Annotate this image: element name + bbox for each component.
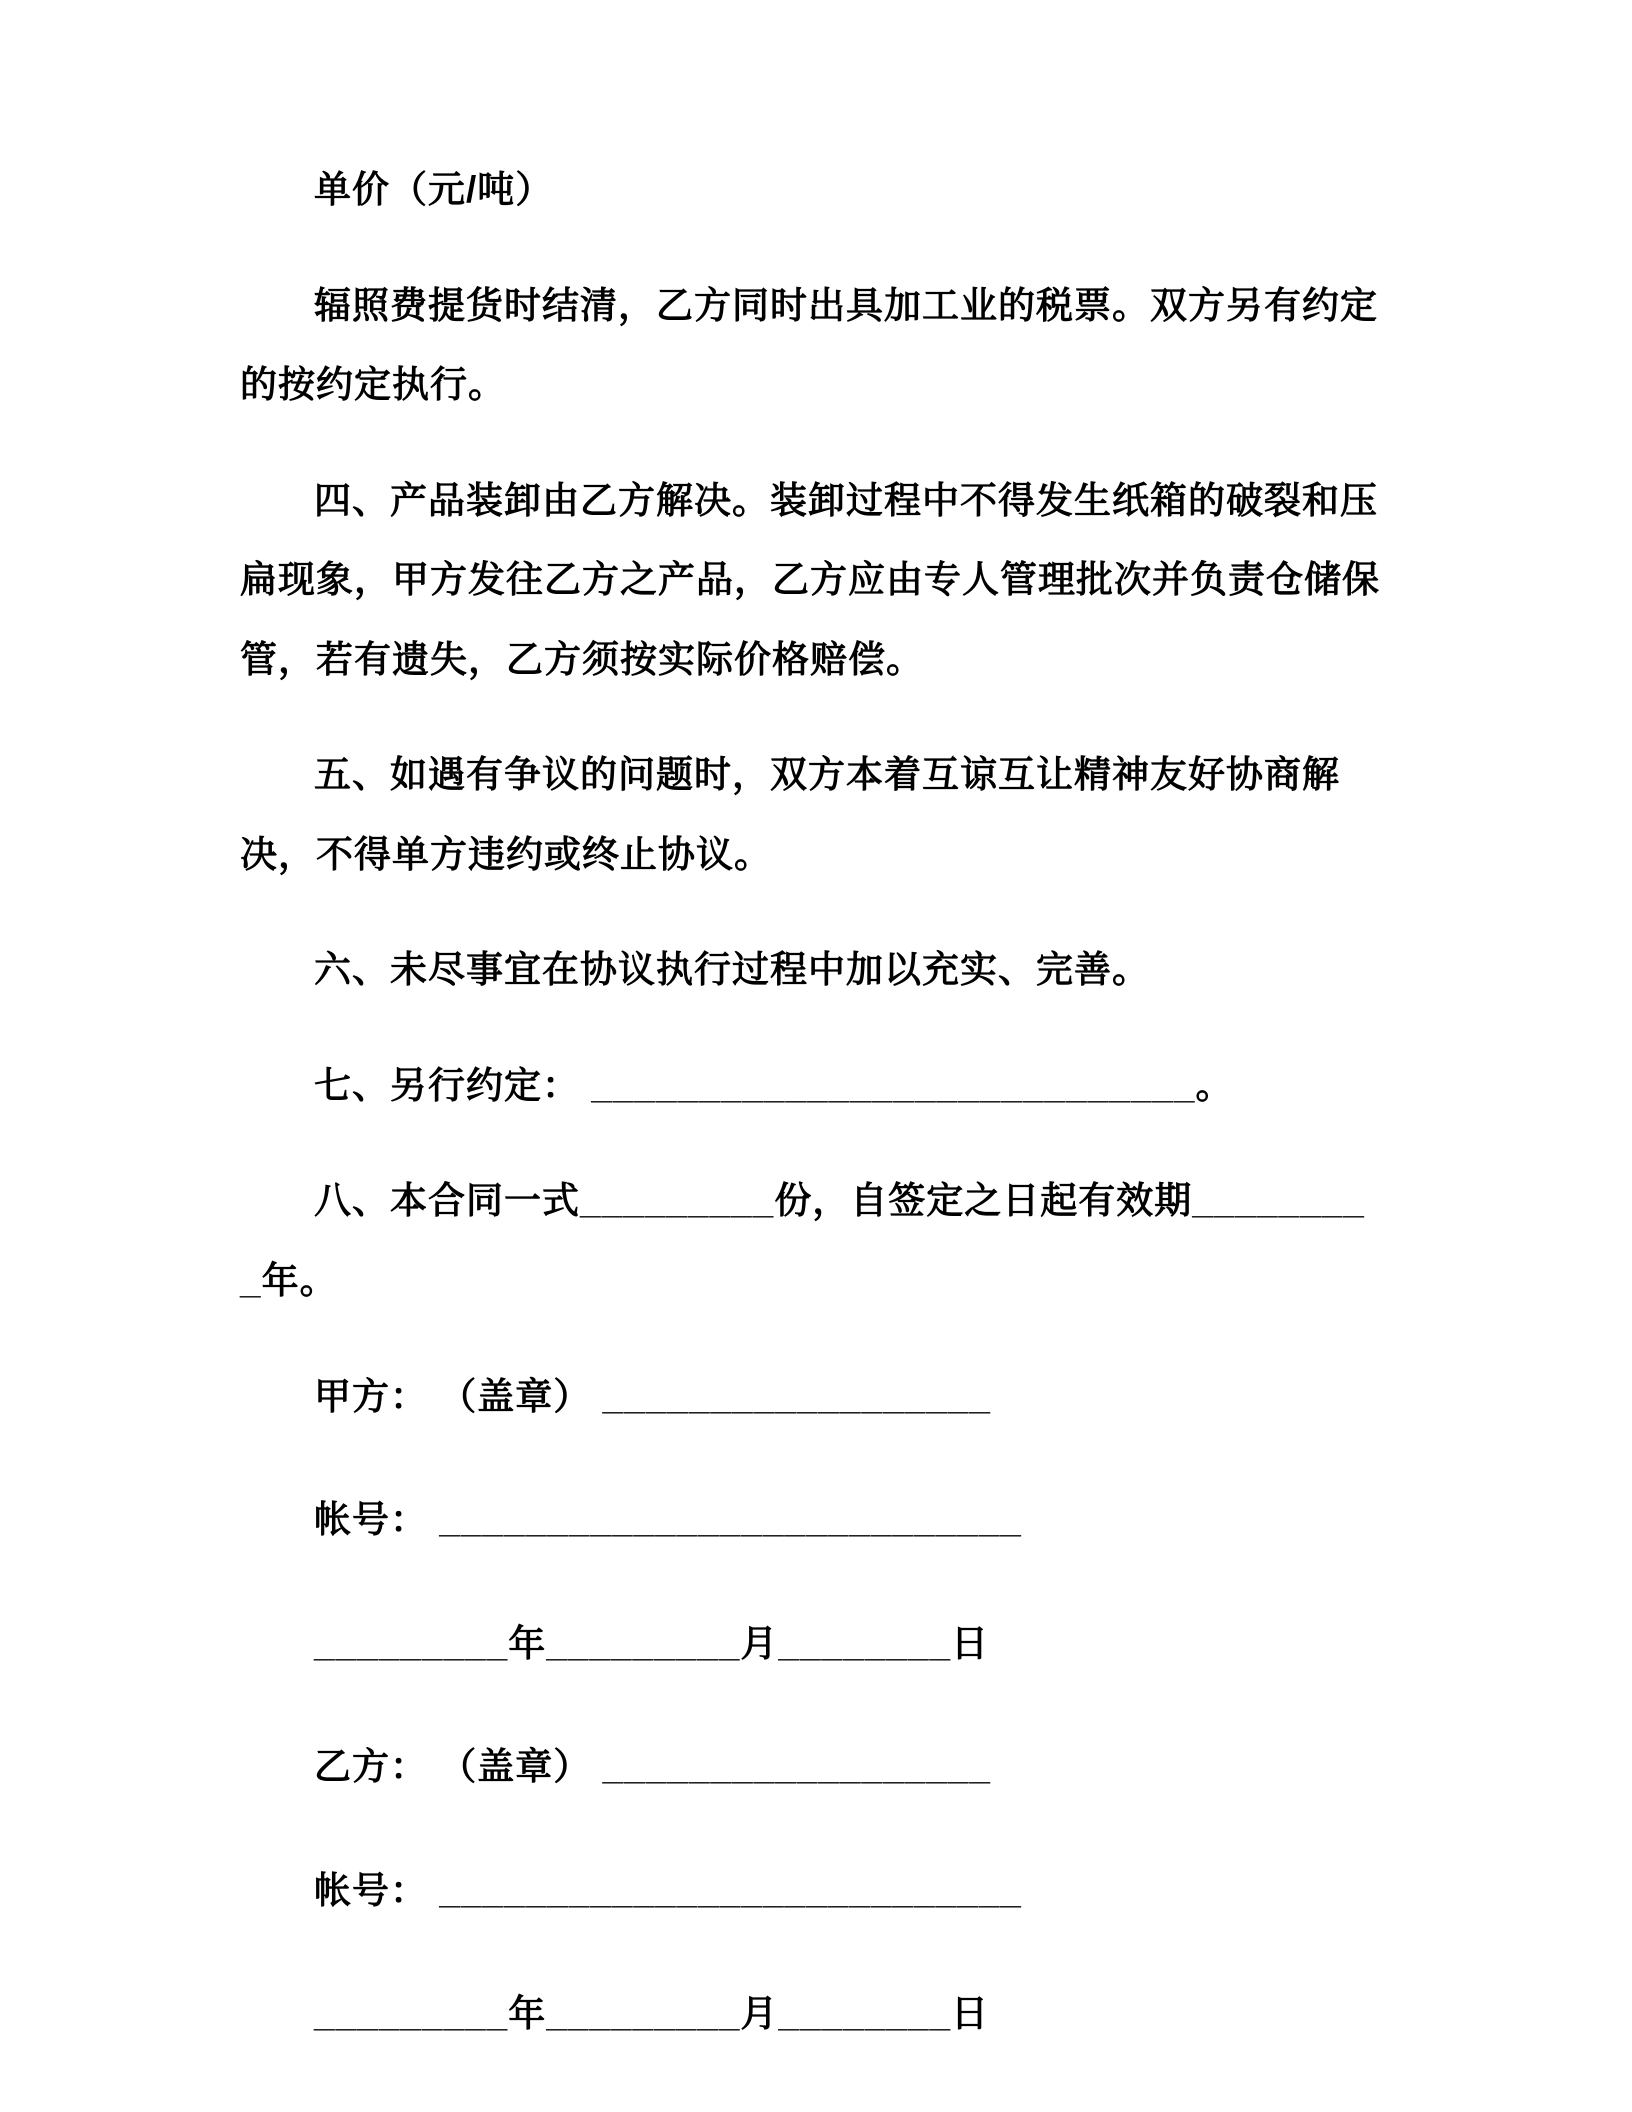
paragraph-clause-5: 五、如遇有争议的问题时，双方本着互谅互让精神友好协商解决，不得单方违约或终止协议。 xyxy=(240,754,1340,875)
party-a-date-line: _________年_________月________日 xyxy=(314,1622,990,1664)
party-a-account-line: 帐号： ___________________________ xyxy=(314,1499,1022,1541)
party-b-seal-line: 乙方： （盖章） __________________ xyxy=(314,1746,991,1788)
party-a-seal-line: 甲方： （盖章） __________________ xyxy=(314,1375,991,1417)
paragraph-clause-4: 四、产品装卸由乙方解决。装卸过程中不得发生纸箱的破裂和压扁现象，甲方发往乙方之产品，乙方应由专人管理批次并负责仓储保管，若有遗失，乙方须按实际价格赔偿。 xyxy=(240,479,1380,680)
paragraph-irradiation-fee: 辐照费提货时结清，乙方同时出具加工业的税票。双方另有约定的按约定执行。 xyxy=(240,284,1378,406)
paragraph-clause-6: 六、未尽事宜在协议执行过程中加以充实、完善。 xyxy=(314,949,1150,991)
party-b-account-line: 帐号： ___________________________ xyxy=(314,1869,1022,1911)
party-b-date-line: _________年_________月________日 xyxy=(314,1993,990,2035)
paragraph-clause-7-blank: 七、另行约定： ____________________________。 xyxy=(314,1064,1234,1106)
paragraph-unit-price: 单价（元/吨） xyxy=(314,169,554,210)
paragraph-clause-8-blanks: 八、本合同一式_________份，自签定之日起有效期_________年。 xyxy=(240,1180,1365,1302)
